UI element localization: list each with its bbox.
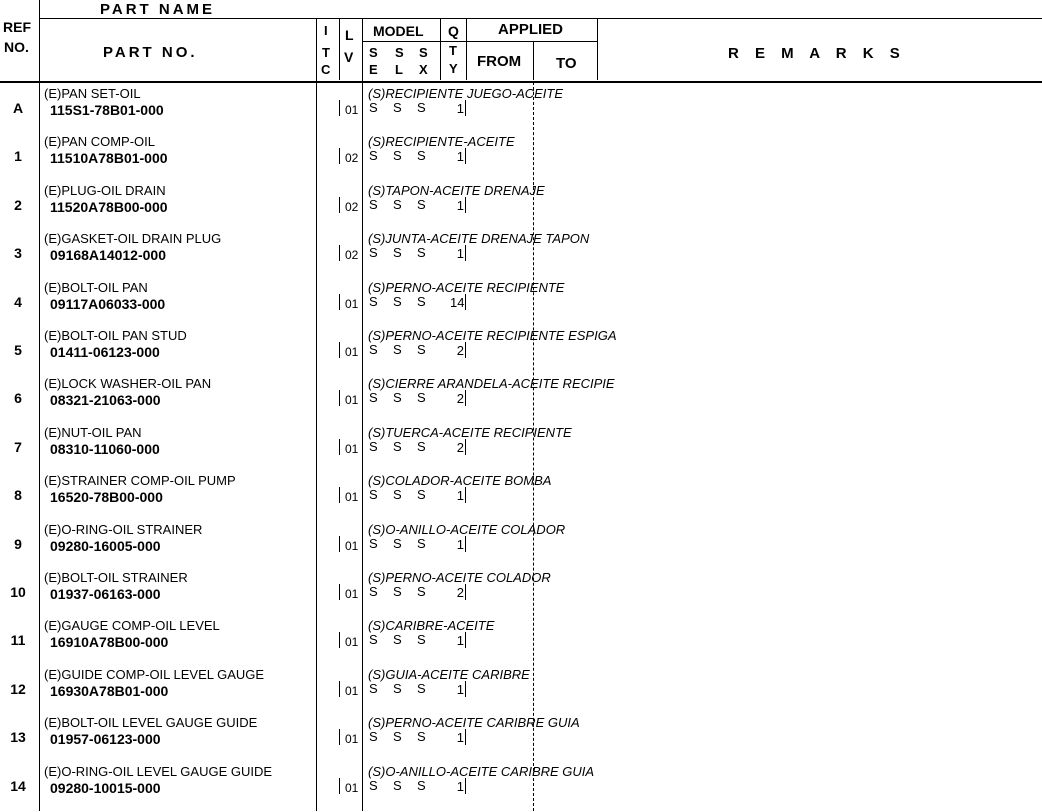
level-value: 01 (345, 780, 359, 795)
quantity: 14 (450, 294, 465, 310)
model-applicability: S (393, 487, 402, 503)
model-applicability: S (369, 196, 378, 212)
model-col1-bottom: E (369, 62, 378, 77)
model-applicability: S (417, 632, 426, 648)
table-row (0, 618, 1042, 666)
quantity: 1 (456, 101, 464, 116)
part-name: (E)BOLT-OIL PAN STUD (44, 328, 187, 343)
model-applicability: S (417, 487, 426, 503)
part-name: (E)BOLT-OIL STRAINER (44, 570, 188, 585)
model-applicability: S (393, 438, 402, 454)
model-applicability: S (369, 245, 378, 261)
qty-divider-tick (465, 148, 466, 164)
part-number: 09168A14012-000 (50, 247, 166, 264)
part-number: 01937-06163-000 (50, 586, 161, 602)
remark: (S)CIERRE ARANDELA-ACEITE RECIPIE (368, 376, 615, 392)
ref-number: 4 (14, 293, 22, 310)
quantity: 2 (456, 343, 464, 358)
model-applicability: S (393, 100, 402, 115)
ref-number: 12 (10, 680, 26, 697)
qty-divider-tick (465, 390, 466, 406)
part-name: (E)O-RING-OIL STRAINER (44, 521, 203, 537)
ref-number: 7 (14, 438, 22, 455)
lv-divider-tick (339, 100, 340, 116)
no-header: NO. (4, 39, 29, 55)
qty-divider-tick (465, 778, 466, 794)
model-applicability: S (417, 584, 426, 599)
remark: (S)PERNO-ACEITE CARIBRE GUIA (368, 715, 580, 731)
part-name: (E)BOLT-OIL LEVEL GAUGE GUIDE (44, 715, 258, 731)
applied-right-divider (597, 18, 598, 80)
model-applicability: S (369, 390, 378, 406)
table-row (0, 280, 1042, 328)
model-applicability: S (393, 245, 402, 261)
level-value: 01 (345, 635, 359, 650)
remark: (S)CARIBRE-ACEITE (368, 618, 495, 634)
lv-divider-tick (339, 390, 340, 406)
quantity: 1 (456, 246, 464, 262)
part-number: 16910A78B00-000 (50, 634, 169, 651)
part-number: 08321-21063-000 (50, 392, 161, 409)
lv-divider-tick (339, 439, 340, 455)
remark: (S)GUIA-ACEITE CARIBRE (368, 666, 530, 682)
part-name: (E)BOLT-OIL PAN (44, 279, 148, 295)
table-row (0, 231, 1042, 279)
part-name: (E)GAUGE COMP-OIL LEVEL (44, 618, 220, 634)
qty-divider-tick (465, 294, 466, 310)
model-applicability: S (369, 148, 378, 164)
part-name: (E)PAN COMP-OIL (44, 134, 155, 150)
quantity: 1 (456, 633, 464, 649)
quantity: 2 (456, 585, 464, 600)
qty-divider-tick (465, 632, 466, 648)
ref-number: 13 (10, 729, 26, 746)
level-value: 02 (345, 248, 359, 263)
quantity: 1 (456, 149, 464, 165)
quantity: 1 (456, 681, 464, 697)
part-name: (E)STRAINER COMP-OIL PUMP (44, 473, 236, 489)
ref-number: A (12, 100, 24, 116)
remark: (S)TAPON-ACEITE DRENAJE (368, 182, 545, 198)
model-applicability: S (369, 487, 378, 503)
quantity: 2 (456, 439, 464, 455)
model-applicability: S (393, 729, 402, 745)
model-applicability: S (417, 390, 426, 406)
part-number: 16930A78B01-000 (50, 682, 169, 699)
model-applicability: S (393, 148, 402, 164)
qty-divider-tick (465, 584, 466, 600)
quantity: 1 (456, 536, 464, 552)
part-name: (E)PLUG-OIL DRAIN (44, 182, 166, 198)
model-applicability: S (369, 632, 378, 648)
quantity: 1 (456, 197, 464, 213)
table-row (0, 425, 1042, 473)
itc-header-c: C (321, 62, 331, 77)
lv-header-l: L (345, 27, 354, 43)
remark: (S)PERNO-ACEITE RECIPIENTE ESPIGA (368, 328, 617, 343)
model-applicability: S (417, 438, 426, 454)
part-name: (E)O-RING-OIL LEVEL GAUGE GUIDE (44, 763, 273, 779)
qty-header-y: Y (449, 61, 458, 76)
model-applicability: S (393, 342, 402, 357)
model-applicability: S (393, 584, 402, 599)
part-number: 09280-10015-000 (50, 779, 161, 796)
ref-number: 1 (14, 148, 22, 165)
remarks-header: R E M A R K S (728, 45, 906, 62)
model-applicability: S (417, 100, 426, 115)
model-applicability: S (393, 777, 402, 793)
model-applicability: S (417, 680, 426, 696)
level-value: 01 (345, 683, 359, 698)
level-value: 01 (345, 345, 359, 359)
part-number: 09117A06033-000 (50, 295, 166, 312)
model-col2-bottom: L (395, 62, 403, 77)
qty-divider-tick (465, 487, 466, 503)
model-applicability: S (417, 293, 426, 309)
model-applicability: S (369, 584, 378, 599)
part-name: (E)PAN SET-OIL (44, 86, 141, 101)
model-col3-bottom: X (419, 62, 428, 77)
ref-number: 8 (14, 487, 22, 504)
quantity: 2 (456, 391, 464, 407)
itc-lv-divider (339, 18, 340, 80)
lv-divider-tick (339, 536, 340, 552)
qty-divider-tick (465, 681, 466, 697)
itc-header-t: T (322, 45, 330, 60)
ref-header: REF (3, 19, 31, 35)
table-row (0, 183, 1042, 231)
level-value: 01 (345, 441, 359, 456)
ref-number: 6 (14, 390, 22, 407)
lv-divider-tick (339, 632, 340, 648)
table-row (0, 764, 1042, 812)
qty-divider-tick (465, 729, 466, 745)
model-applicability: S (369, 100, 378, 115)
model-applicability: S (417, 535, 426, 551)
part-number: 11520A78B00-000 (50, 198, 168, 215)
table-row (0, 328, 1042, 376)
model-applicability: S (393, 293, 402, 309)
part-number: 01411-06123-000 (50, 344, 160, 360)
lv-divider-tick (339, 245, 340, 261)
remark: (S)O-ANILLO-ACEITE COLADOR (368, 521, 566, 537)
from-to-divider (533, 42, 534, 80)
level-value: 02 (345, 199, 359, 214)
level-value: 01 (345, 732, 359, 747)
table-row (0, 667, 1042, 715)
model-applicability: S (369, 293, 378, 309)
ref-number: 2 (14, 196, 22, 213)
lv-divider-tick (339, 197, 340, 213)
qty-header-q: Q (448, 23, 459, 39)
model-applicability: S (369, 729, 378, 745)
lv-divider-tick (339, 342, 340, 358)
itc-header-i: I (324, 23, 328, 38)
table-row (0, 86, 1042, 134)
model-applicability: S (369, 777, 378, 793)
model-applicability: S (369, 342, 378, 357)
level-value: 01 (345, 538, 359, 553)
remark: (S)COLADOR-ACEITE BOMBA (368, 473, 552, 489)
model-col1-top: S (369, 45, 378, 60)
applied-header: APPLIED (498, 21, 564, 38)
table-row (0, 522, 1042, 570)
part-name: (E)NUT-OIL PAN (44, 424, 142, 440)
lv-divider-tick (339, 487, 340, 503)
quantity: 1 (456, 488, 464, 504)
model-applicability: S (417, 729, 426, 745)
level-value: 01 (345, 490, 359, 505)
quantity: 1 (456, 778, 464, 794)
table-row (0, 715, 1042, 763)
part-name: (E)GASKET-OIL DRAIN PLUG (44, 231, 222, 247)
table-row (0, 134, 1042, 182)
part-name-header: PART NAME (100, 1, 216, 18)
lv-divider-tick (339, 148, 340, 164)
header-bottom-rule (0, 81, 1042, 83)
remark: (S)PERNO-ACEITE COLADOR (368, 570, 551, 585)
ref-number: 10 (10, 584, 26, 600)
lv-divider-tick (339, 778, 340, 794)
model-applicability: S (369, 680, 378, 696)
ref-number: 14 (10, 777, 26, 794)
quantity: 1 (456, 730, 464, 746)
to-header: TO (556, 55, 577, 72)
model-applicability: S (369, 535, 378, 551)
qty-divider-tick (465, 439, 466, 455)
lv-divider-tick (339, 294, 340, 310)
model-applicability: S (417, 196, 426, 212)
ref-number: 9 (14, 535, 22, 552)
level-value: 02 (345, 151, 359, 166)
model-qty-divider (440, 18, 441, 80)
model-applicability: S (417, 342, 426, 357)
table-row (0, 473, 1042, 521)
qty-divider-tick (465, 342, 466, 358)
part-number: 08310-11060-000 (50, 440, 160, 457)
part-number: 16520-78B00-000 (50, 489, 163, 506)
part-name: (E)LOCK WASHER-OIL PAN (44, 376, 212, 392)
remark: (S)RECIPIENTE-ACEITE (368, 134, 515, 150)
model-applicability: S (393, 390, 402, 406)
qty-divider-tick (465, 245, 466, 261)
level-value: 01 (345, 587, 359, 601)
model-applicability: S (417, 777, 426, 793)
remark: (S)O-ANILLO-ACEITE CARIBRE GUIA (368, 763, 595, 779)
level-value: 01 (345, 393, 359, 408)
part-number: 01957-06123-000 (50, 731, 161, 748)
model-applicability: S (393, 535, 402, 551)
remark: (S)JUNTA-ACEITE DRENAJE TAPON (368, 231, 590, 247)
model-applicability: S (417, 245, 426, 261)
model-applicability: S (393, 632, 402, 648)
remark: (S)PERNO-ACEITE RECIPIENTE (368, 279, 565, 295)
part-number: 11510A78B01-000 (50, 150, 168, 167)
model-header: MODEL (373, 23, 424, 39)
lv-divider-tick (339, 681, 340, 697)
part-number: 09280-16005-000 (50, 537, 161, 554)
qty-applied-divider (466, 18, 467, 80)
qty-divider-tick (465, 536, 466, 552)
lv-header-v: V (344, 49, 354, 65)
model-col3-top: S (419, 45, 428, 60)
header-top-rule (40, 18, 1042, 19)
model-col2-top: S (395, 45, 404, 60)
qty-divider-tick (465, 100, 466, 116)
ref-number: 5 (14, 342, 22, 358)
level-value: 01 (345, 296, 359, 311)
lv-divider-tick (339, 584, 340, 600)
qty-divider-tick (465, 197, 466, 213)
part-no-header: PART NO. (103, 44, 198, 61)
ref-number: 11 (10, 632, 26, 649)
lv-divider-tick (339, 729, 340, 745)
model-applicability: S (417, 148, 426, 164)
model-applicability: S (393, 196, 402, 212)
part-number: 115S1-78B01-000 (50, 102, 164, 118)
model-underline (362, 41, 597, 42)
qty-header-t: T (449, 43, 457, 58)
model-applicability: S (393, 680, 402, 696)
ref-number: 3 (14, 245, 22, 262)
table-row (0, 570, 1042, 618)
remark: (S)TUERCA-ACEITE RECIPIENTE (368, 424, 572, 440)
model-applicability: S (369, 438, 378, 454)
table-row (0, 376, 1042, 424)
part-name: (E)GUIDE COMP-OIL LEVEL GAUGE (44, 666, 265, 682)
level-value: 01 (345, 103, 359, 117)
remark: (S)RECIPIENTE JUEGO-ACEITE (368, 86, 564, 101)
from-header: FROM (477, 53, 522, 70)
